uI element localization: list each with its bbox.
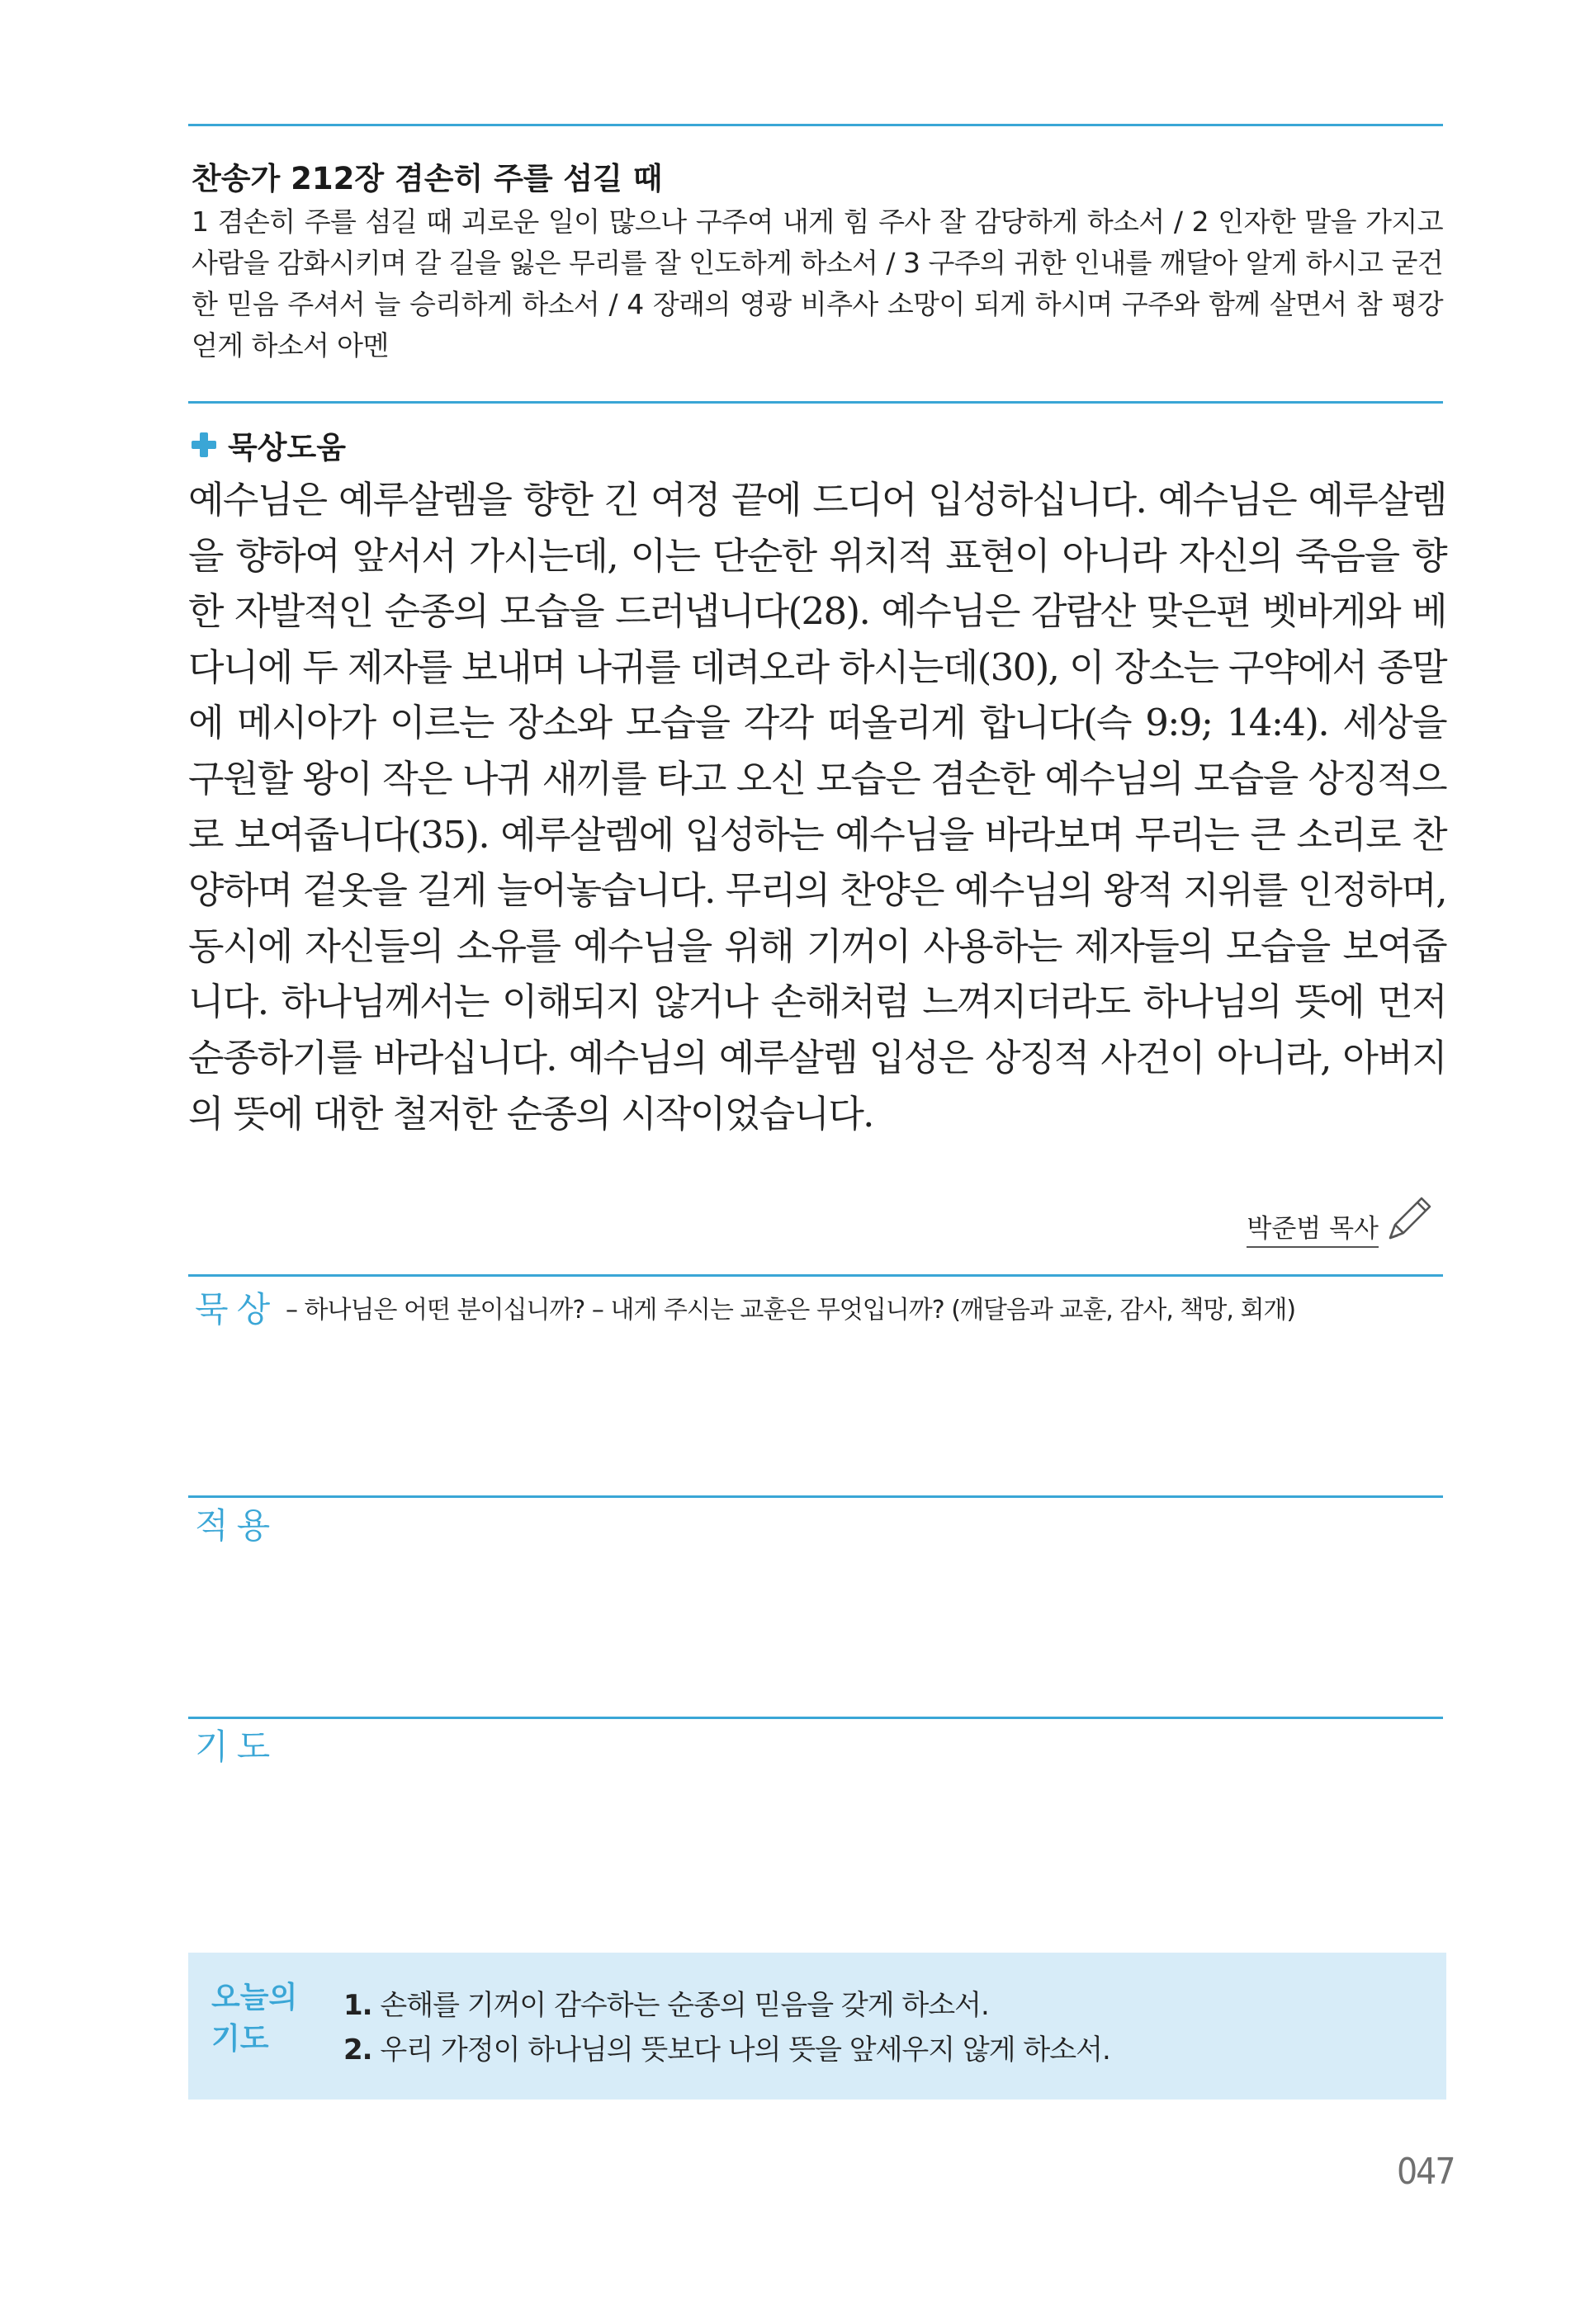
hymn-title: 찬송가 212장 겸손히 주를 섬길 때 (192, 161, 663, 196)
page-number: 047 (1397, 2151, 1455, 2193)
pencil-icon (1380, 1190, 1438, 1248)
prayer-item-text: 손해를 기꺼이 감수하는 순종의 믿음을 갖게 하소서. (371, 1989, 989, 2022)
prayer-label: 기도 (195, 1726, 279, 1767)
cross-icon (192, 432, 216, 457)
prayer-item-number: 2. (343, 2034, 372, 2067)
top-rule (188, 124, 1443, 126)
meditation-help-header (192, 423, 346, 467)
todays-prayer-box (188, 1953, 1446, 2100)
meditation-label: 묵상 (195, 1289, 279, 1330)
prayer-rule (188, 1717, 1443, 1719)
author-name: 박준범 목사 (1247, 1207, 1379, 1248)
author-signature (1247, 1190, 1438, 1248)
application-label: 적용 (195, 1505, 279, 1546)
prayer-item-number: 1. (343, 1989, 372, 2022)
todays-prayer-label: 오늘의 기도 (211, 1981, 298, 2056)
meditation-questions: – 하나님은 어떤 분이십니까? – 내게 주시는 교훈은 무엇입니까? (깨달음과 교훈, 감사, 책망, 회개) (286, 1296, 1296, 1325)
prayer-item-text: 우리 가정이 하나님의 뜻보다 나의 뜻을 앞세우지 않게 하소서. (371, 2034, 1110, 2067)
prayer-item (343, 1982, 989, 2023)
meditation-help-label: 묵상도움 (228, 430, 346, 465)
meditation-rule (188, 1274, 1443, 1277)
meditation-help-body: 예수님은 예루살렘을 향한 긴 여정 끝에 드디어 입성하십니다. 예수님은 예루살렘을 향하여 앞서서 가시는데, 이는 단순한 위치적 표현이 아니라 자신의 죽음을 향한 자발적인 순종의 모습을 드러냅니다(28). 예수님은 감람산 맞은편 벳바게와 베다니에 두 제자를 보내며 나귀를 데려오라 하시는데(30), 이 장소는 구약에서 종말에 메시아가 이르는 장소와 모습을 각각 떠올리게 합니다(슥 9:9; 14:4). 세상을 구원할 왕이 작은 나귀 새끼를 타고 오신 모습은 겸손한 예수님의 모습을 상징적으로 보여줍니다(35). 예루살렘에 입성하는 예수님을 바라보며 무리는 큰 소리로 찬양하며 겉옷을 길게 늘어놓습니다. 무리의 찬양은 예수님의 왕적 지위를 인정하며, 동시에 자신들의 소유를 예수님을 위해 기꺼이 사용하는 제자들의 모습을 보여줍니다. 하나님께서는 이해되지 않거나 손해처럼 느껴지더라도 하나님의 뜻에 먼저 순종하기를 바라십니다. 예수님의 예루살렘 입성은 상징적 사건이 아니라, 아버지의 뜻에 대한 철저한 순종의 시작이었습니다. (188, 478, 1446, 1136)
hymn-lyrics: 1 겸손히 주를 섬길 때 괴로운 일이 많으나 구주여 내게 힘 주사 잘 감당하게 하소서 / 2 인자한 말을 가지고 사람을 감화시키며 갈 길을 잃은 무리를 잘 인도하게 하소서 / 3 구주의 귀한 인내를 깨달아 알게 하시고 굳건한 믿음 주셔서 늘 승리하게 하소서 / 4 장래의 영광 비추사 소망이 되게 하시며 구주와 함께 살면서 참 평강 얻게 하소서 아멘 (192, 205, 1443, 361)
prayer-item (343, 2027, 1110, 2067)
application-rule (188, 1495, 1443, 1498)
hymn-bottom-rule (188, 401, 1443, 404)
